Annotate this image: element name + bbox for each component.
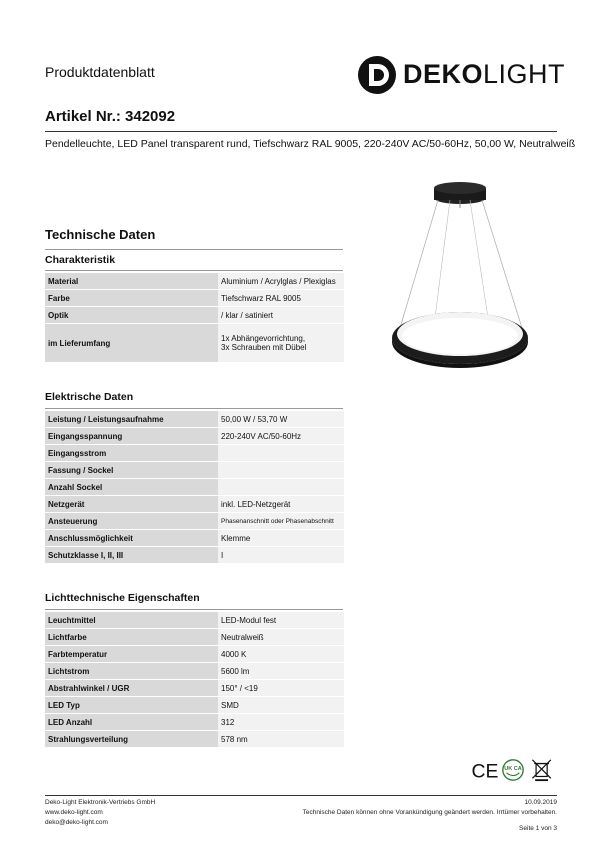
footer-disclaimer: Technische Daten können ohne Vorankündigung geändert werden. Irrtümer vorbehalten. [302,809,557,816]
table-charakteristik [45,273,344,363]
spec-key: Leistung / Leistungsaufnahme [45,411,218,428]
table-row [45,646,344,663]
dekolight-logo [357,55,566,95]
spec-value: Klemme [218,530,344,547]
spec-key: Schutzklasse I, II, III [45,547,218,564]
table-row [45,731,344,748]
table-row [45,714,344,731]
footer-website: www.deko-light.com [45,809,103,816]
footer-date: 10.09.2019 [524,799,557,806]
table-lichttechnische-eigenschaften [45,612,344,748]
table-row [45,428,344,445]
spec-key: Material [45,273,218,290]
weee-bin-icon [532,760,550,781]
spec-value [218,445,344,462]
spec-value: / klar / satiniert [218,307,344,324]
spec-value [218,462,344,479]
spec-value: 4000 K [218,646,344,663]
spec-value [218,324,344,363]
table-row [45,496,344,513]
spec-key: Abstrahlwinkel / UGR [45,680,218,697]
spec-value: Phasenanschnitt oder Phasenabschnitt [218,513,344,530]
spec-value: 312 [218,714,344,731]
table-row [45,462,344,479]
spec-key: Ansteuerung [45,513,218,530]
header-divider [45,131,557,132]
group-title-lichttechnische-eigenschaften: Lichttechnische Eigenschaften [45,592,200,604]
spec-value-line: 3x Schrauben mit Dübel [221,343,307,352]
spec-key: LED Typ [45,697,218,714]
spec-value: inkl. LED-Netzgerät [218,496,344,513]
spec-key: Strahlungsverteilung [45,731,218,748]
group-divider [45,408,343,409]
table-row [45,612,344,629]
spec-value: I [218,547,344,564]
section-title-technische-daten: Technische Daten [45,227,156,242]
spec-key: Anschlussmöglichkeit [45,530,218,547]
spec-value: Neutralweiß [218,629,344,646]
spec-key: Lichtstrom [45,663,218,680]
spec-key: Fassung / Sockel [45,462,218,479]
footer-email: deko@deko-light.com [45,819,108,826]
spec-value: Tiefschwarz RAL 9005 [218,290,344,307]
certification-marks [468,758,558,782]
spec-value: 220-240V AC/50-60Hz [218,428,344,445]
spec-key: Leuchtmittel [45,612,218,629]
article-number: Artikel Nr.: 342092 [45,108,176,125]
footer-company: Deko-Light Elektronik-Vertriebs GmbH [45,799,156,806]
table-row [45,445,344,462]
group-title-elektrische-daten: Elektrische Daten [45,391,134,403]
spec-value: Aluminium / Acrylglas / Plexiglas [218,273,344,290]
spec-key: Eingangsspannung [45,428,218,445]
spec-value: 150° / <19 [218,680,344,697]
spec-key: LED Anzahl [45,714,218,731]
spec-value: 50,00 W / 53,70 W [218,411,344,428]
spec-value [218,479,344,496]
table-row [45,530,344,547]
table-row [45,307,344,324]
ce-mark-icon [471,760,498,782]
table-row [45,479,344,496]
spec-value: LED-Modul fest [218,612,344,629]
spec-value-line: 1x Abhängevorrichtung, [221,334,306,343]
table-row [45,663,344,680]
svg-text:CE: CE [471,760,499,782]
table-row [45,513,344,530]
spec-value: SMD [218,697,344,714]
spec-key: Farbtemperatur [45,646,218,663]
table-row [45,324,344,363]
table-row [45,697,344,714]
group-divider [45,609,343,610]
table-elektrische-daten [45,411,344,564]
footer-page-number: Seite 1 von 3 [519,825,557,832]
spec-key: Farbe [45,290,218,307]
table-row [45,547,344,564]
spec-key: Anzahl Sockel [45,479,218,496]
spec-key: Eingangsstrom [45,445,218,462]
section-divider [45,249,343,250]
spec-key: Optik [45,307,218,324]
spec-key: Lichtfarbe [45,629,218,646]
product-image-pendant-lamp [380,178,540,368]
table-row [45,680,344,697]
product-description: Pendelleuchte, LED Panel transparent rund, Tiefschwarz RAL 9005, 220-240V AC/50-60Hz, 50,00 W, Neutralweiß [45,138,576,150]
spec-value: 578 nm [218,731,344,748]
dekolight-logo-icon [357,55,397,95]
ukca-mark-icon [503,760,523,780]
table-row [45,273,344,290]
spec-key: im Lieferumfang [45,324,218,363]
document-type-label: Produktdatenblatt [45,64,155,80]
group-title-charakteristik: Charakteristik [45,254,116,266]
table-row [45,290,344,307]
group-divider [45,270,343,271]
table-row [45,411,344,428]
spec-key: Netzgerät [45,496,218,513]
table-row [45,629,344,646]
footer-divider [45,795,557,796]
svg-text:UK CA: UK CA [504,766,522,772]
spec-value: 5600 lm [218,663,344,680]
brand-wordmark: DEKOLIGHT [403,59,566,89]
